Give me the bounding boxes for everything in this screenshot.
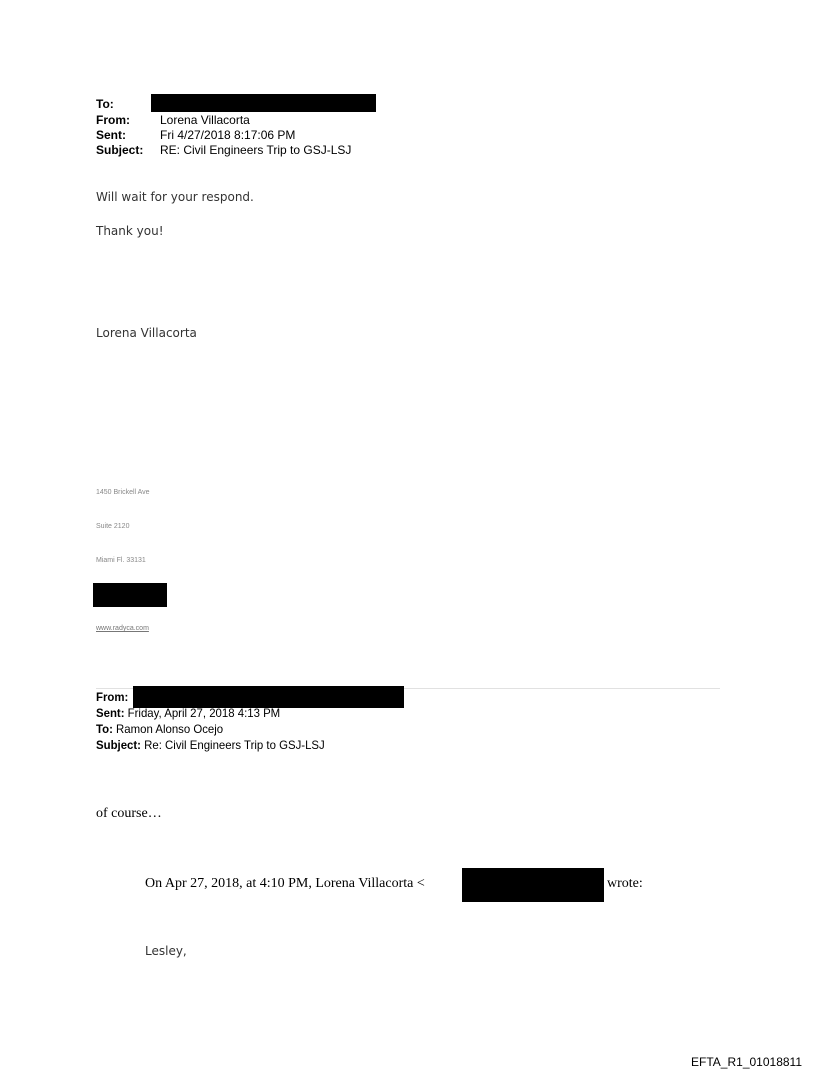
document-id: EFTA_R1_01018811 (691, 1055, 802, 1069)
quoted-sent-value: Friday, April 27, 2018 4:13 PM (127, 706, 281, 720)
quoted-subject-label: Subject: (96, 738, 141, 752)
quoted-subject-value: Re: Civil Engineers Trip to GSJ-LSJ (144, 738, 325, 752)
body-line-2: Thank you! (96, 224, 164, 238)
from-value: Lorena Villacorta (160, 113, 250, 127)
sent-label: Sent: (96, 128, 126, 142)
signature-name: Lorena Villacorta (96, 326, 197, 340)
quote-attribution-suffix: wrote: (607, 876, 643, 891)
subject-value: RE: Civil Engineers Trip to GSJ-LSJ (160, 143, 352, 157)
redaction-box (462, 868, 604, 902)
redaction-box (133, 686, 404, 708)
signature-address-2: Suite 2120 (96, 523, 130, 530)
quoted-greeting: Lesley, (145, 944, 187, 958)
quoted-from-label: From: (96, 690, 129, 704)
sent-value: Fri 4/27/2018 8:17:06 PM (160, 128, 296, 142)
signature-website-link[interactable]: www.radyca.com (96, 625, 149, 632)
quoted-to-label: To: (96, 722, 113, 736)
signature-address-1: 1450 Brickell Ave (96, 489, 150, 496)
quoted-from-line (96, 690, 128, 704)
body-line-1: Will wait for your respond. (96, 190, 254, 204)
quoted-subject-line (96, 738, 325, 752)
quoted-sent-label: Sent: (96, 706, 125, 720)
quoted-to-value: Ramon Alonso Ocejo (116, 722, 224, 736)
redaction-box (151, 94, 376, 112)
to-label: To: (96, 97, 114, 111)
redaction-box (93, 583, 167, 607)
subject-label: Subject: (96, 143, 144, 157)
quote-attribution-prefix: On Apr 27, 2018, at 4:10 PM, Lorena Villacorta < (145, 876, 425, 891)
quoted-sent-line (96, 706, 280, 720)
quoted-to-line (96, 722, 223, 736)
from-label: From: (96, 113, 130, 127)
signature-address-3: Miami Fl. 33131 (96, 557, 146, 564)
reply-text: of course… (96, 806, 162, 821)
